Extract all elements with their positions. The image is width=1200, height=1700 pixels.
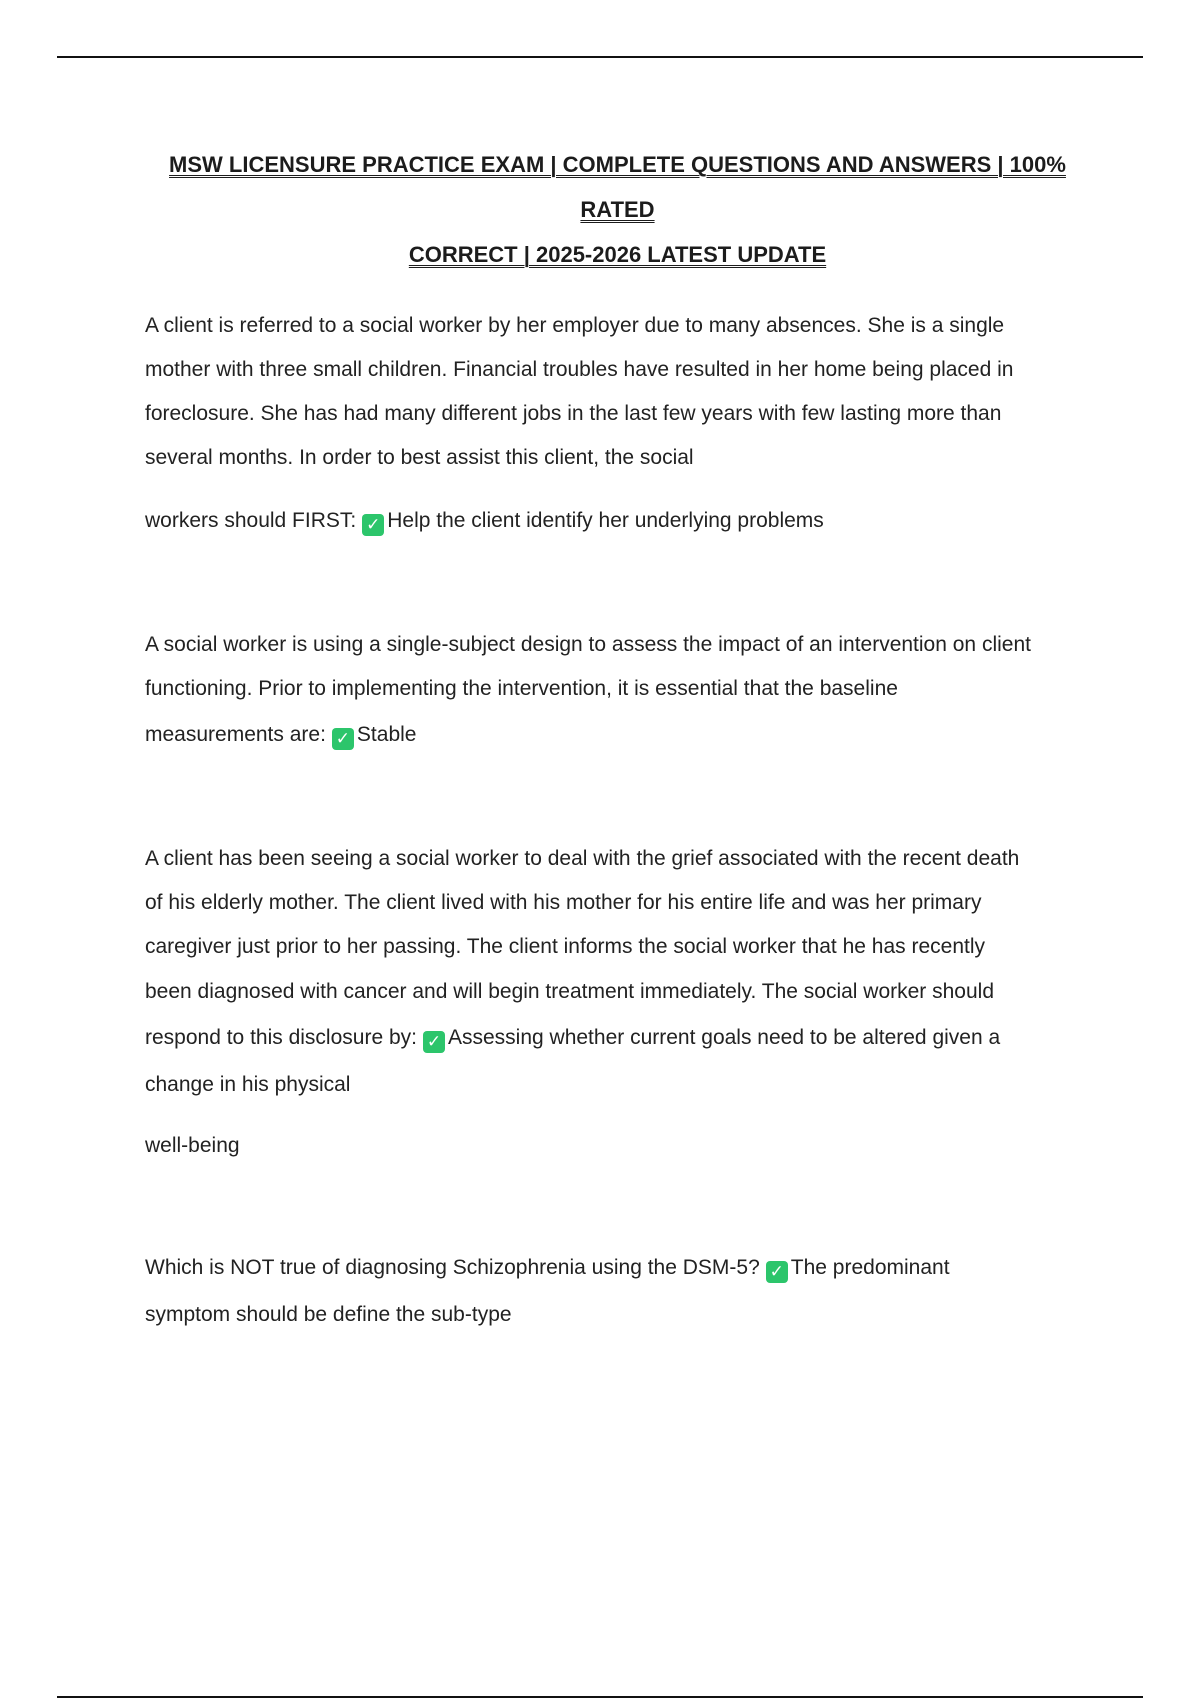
document-title (150, 142, 1085, 277)
green-check-mark-icon: ✓ (362, 514, 384, 536)
question-1-answer: Help the client identify her underlying problems (387, 509, 824, 532)
question-1-line-3: foreclosure. She has had many different jobs in the last few years with few lasting more than (145, 402, 1002, 425)
question-4-answer-line (145, 1253, 950, 1283)
question-1-prompt-end: workers should FIRST: (145, 509, 357, 532)
question-2-prompt-end: measurements are: (145, 723, 326, 746)
title-line-2: CORRECT | 2025-2026 LATEST UPDATE (408, 242, 827, 267)
question-2-line-1: A social worker is using a single-subject design to assess the impact of an intervention on client (145, 633, 1031, 656)
title-line-1: MSW LICENSURE PRACTICE EXAM | COMPLETE QUESTIONS AND ANSWERS | 100% RATED (169, 152, 1066, 222)
question-4-answer: The predominant (790, 1256, 950, 1279)
question-3-line-1: A client has been seeing a social worker to deal with the grief associated with the recent death (145, 847, 1020, 870)
green-check-mark-icon: ✓ (766, 1261, 788, 1283)
question-3-prompt-end: respond to this disclosure by: (145, 1026, 417, 1049)
question-1-line-4: several months. In order to best assist this client, the social (145, 446, 694, 469)
question-3-line-3: caregiver just prior to her passing. The client informs the social worker that he has recently (145, 935, 985, 958)
question-4-answer-continuation-1: symptom should be define the sub-type (145, 1303, 512, 1326)
question-2-answer: Stable (356, 723, 417, 746)
bottom-rule (57, 1696, 1143, 1698)
question-3-answer-line (145, 1023, 1000, 1053)
question-1-answer-line (145, 506, 824, 536)
question-1-line-2: mother with three small children. Financial troubles have resulted in her home being placed in (145, 358, 1014, 381)
question-4-prompt: Which is NOT true of diagnosing Schizophrenia using the DSM-5? (145, 1256, 760, 1279)
green-check-mark-icon: ✓ (332, 728, 354, 750)
question-2-line-2: functioning. Prior to implementing the intervention, it is essential that the baseline (145, 677, 898, 700)
green-check-mark-icon: ✓ (423, 1031, 445, 1053)
question-3-answer-continuation-1: change in his physical (145, 1073, 351, 1096)
question-3-line-4: been diagnosed with cancer and will begin treatment immediately. The social worker should (145, 980, 995, 1003)
question-2-answer-line (145, 720, 416, 750)
question-1-line-1: A client is referred to a social worker by her employer due to many absences. She is a single (145, 314, 1005, 337)
question-3-answer-continuation-2: well-being (145, 1134, 240, 1157)
question-3-answer: Assessing whether current goals need to be altered given a (447, 1026, 1001, 1049)
question-3-line-2: of his elderly mother. The client lived with his mother for his entire life and was her primary (145, 891, 982, 914)
top-rule (57, 56, 1143, 58)
